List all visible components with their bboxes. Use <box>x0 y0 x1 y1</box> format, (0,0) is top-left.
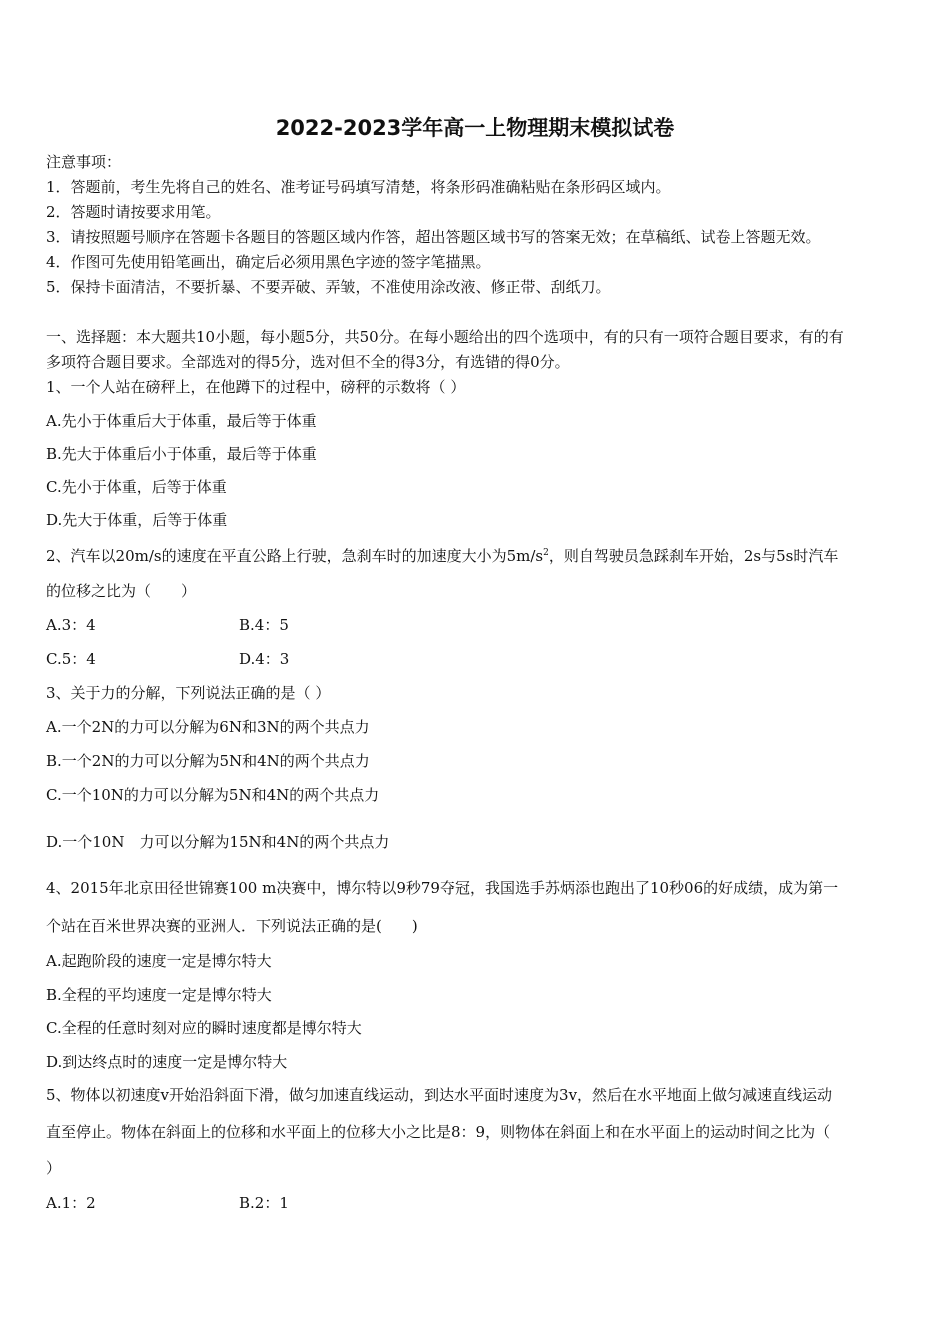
q3-option-a: A.一个2N的力可以分解为6N和3N的两个共点力 <box>46 718 370 736</box>
section-heading-cont: 多项符合题目要求。全部选对的得5分，选对但不全的得3分，有选错的得0分。 <box>46 353 570 371</box>
notice-item: 3．请按照题号顺序在答题卡各题目的答题区域内作答，超出答题区域书写的答案无效；在草稿纸、试卷上答题无效。 <box>46 228 821 246</box>
notice-item: 5．保持卡面清洁，不要折暴、不要弄破、弄皱，不准使用涂改液、修正带、刮纸刀。 <box>46 278 611 296</box>
q1-option-d: D.先大于体重，后等于体重 <box>46 511 228 529</box>
q1-option-b: B.先大于体重后小于体重，最后等于体重 <box>46 445 317 463</box>
question-4-stem-cont: 个站在百米世界决赛的亚洲人．下列说法正确的是( ) <box>46 917 418 935</box>
q1-option-c: C.先小于体重，后等于体重 <box>46 478 227 496</box>
notice-item: 4．作图可先使用铅笔画出，确定后必须用黑色字迹的签字笔描黑。 <box>46 253 491 271</box>
q4-option-d: D.到达终点时的速度一定是博尔特大 <box>46 1053 288 1071</box>
question-1-stem: 1、一个人站在磅秤上，在他蹲下的过程中，磅秤的示数将（ ） <box>46 378 466 396</box>
q4-option-a: A.起跑阶段的速度一定是博尔特大 <box>46 952 272 970</box>
question-5-stem-cont: 直至停止。物体在斜面上的位移和水平面上的位移大小之比是8：9，则物体在斜面上和在水平面上的运动时间之比为（ <box>46 1123 831 1141</box>
q2-option-d: D.4：3 <box>239 650 290 668</box>
question-3-stem: 3、关于力的分解，下列说法正确的是（ ） <box>46 684 331 702</box>
q4-option-b: B.全程的平均速度一定是博尔特大 <box>46 986 272 1004</box>
section-heading: 一、选择题：本大题共10小题，每小题5分，共50分。在每小题给出的四个选项中，有的只有一项符合题目要求，有的有 <box>46 328 844 346</box>
q5-option-b: B.2：1 <box>239 1194 289 1212</box>
q2-stem-pre: 2、汽车以20m/s的速度在平直公路上行驶，急刹车时的加速度大小为5m/s <box>46 547 544 565</box>
q2-option-a: A.3：4 <box>46 616 96 634</box>
notice-item: 1．答题前，考生先将自己的姓名、准考证号码填写清楚，将条形码准确粘贴在条形码区域内。 <box>46 178 671 196</box>
q2-superscript: 2 <box>543 548 549 558</box>
question-2-stem-cont: 的位移之比为（ ） <box>46 582 197 600</box>
q3-option-b: B.一个2N的力可以分解为5N和4N的两个共点力 <box>46 752 370 770</box>
notice-item: 2．答题时请按要求用笔。 <box>46 203 221 221</box>
question-5-stem: 5、物体以初速度v开始沿斜面下滑，做匀加速直线运动，到达水平面时速度为3v，然后在水平地面上做匀减速直线运动 <box>46 1086 833 1104</box>
notice-heading: 注意事项： <box>46 153 122 171</box>
page-title: 2022-2023学年高一上物理期末模拟试卷 <box>275 116 675 140</box>
question-2-stem <box>46 543 838 566</box>
q1-option-a: A.先小于体重后大于体重，最后等于体重 <box>46 412 317 430</box>
q3-option-c: C.一个10N的力可以分解为5N和4N的两个共点力 <box>46 786 380 804</box>
q2-stem-post: ，则自驾驶员急踩刹车开始，2s与5s时汽车 <box>548 547 839 565</box>
q4-option-c: C.全程的任意时刻对应的瞬时速度都是博尔特大 <box>46 1019 362 1037</box>
q5-option-a: A.1：2 <box>46 1194 96 1212</box>
q3-option-d: D.一个10N 力可以分解为15N和4N的两个共点力 <box>46 833 390 851</box>
q2-option-b: B.4：5 <box>239 616 289 634</box>
q2-option-c: C.5：4 <box>46 650 96 668</box>
question-5-stem-end: ） <box>46 1159 62 1177</box>
question-4-stem: 4、2015年北京田径世锦赛100 m决赛中，博尔特以9秒79夺冠，我国选手苏炳添也跑出了10秒06的好成绩，成为第一 <box>46 879 839 897</box>
